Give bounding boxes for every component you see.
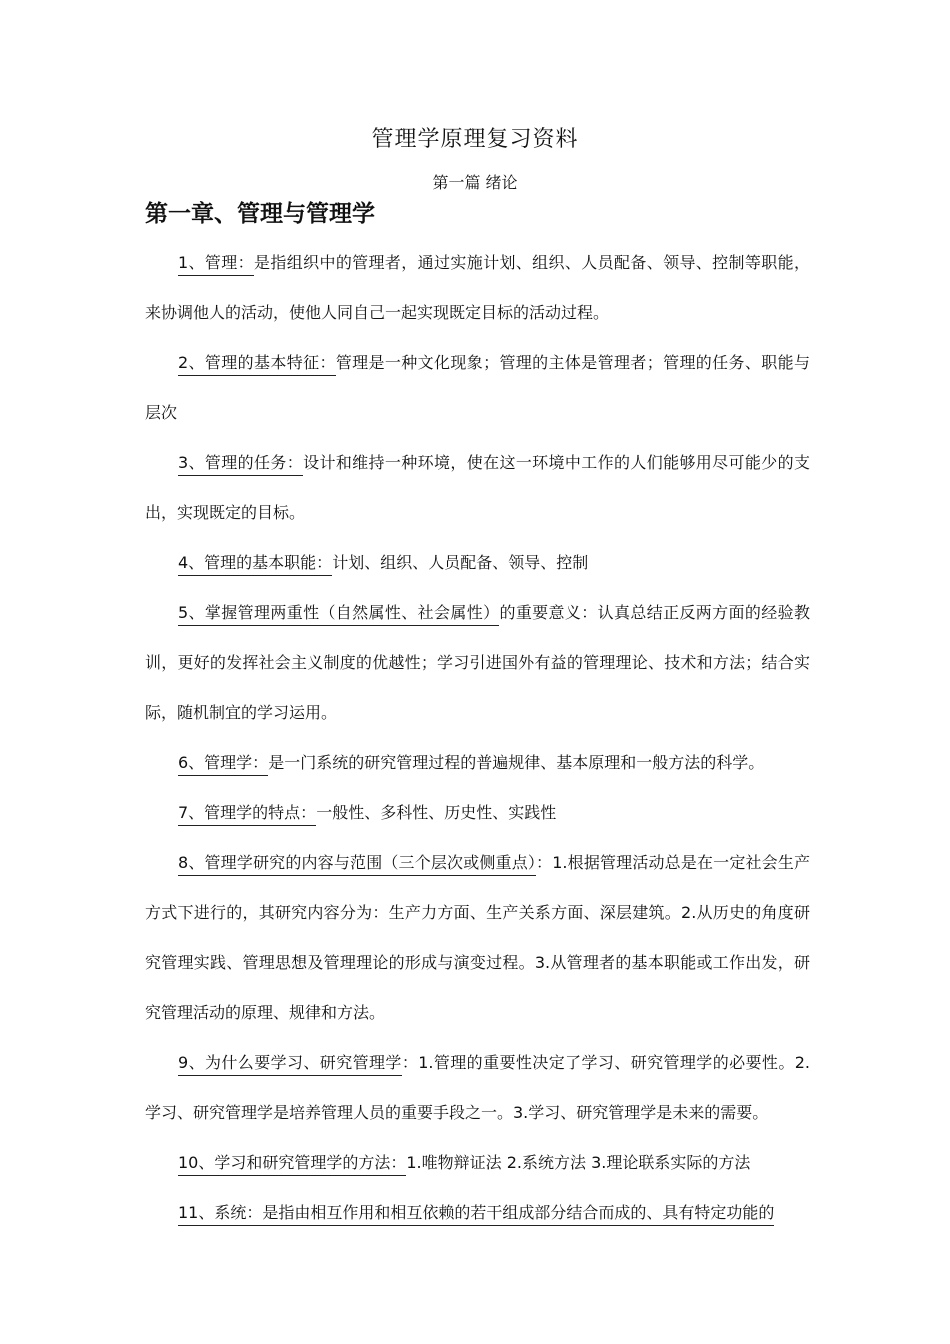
part-heading: 第一篇 绪论 bbox=[432, 173, 518, 192]
paragraph-item-5 bbox=[145, 588, 810, 738]
term-label: 6、管理学： bbox=[178, 753, 268, 776]
term-label: 1、管理： bbox=[178, 253, 254, 276]
definition-text: ：1.管理的重要性决定了学习、研究管理学的必要性。2.学习、研究管理学是培养管理人员的重要手段之一。3.学习、研究管理学是未来的需要。 bbox=[145, 1053, 810, 1122]
term-label: 2、管理的基本特征： bbox=[178, 353, 336, 376]
definition-text: 管理是一种文化现象；管理的主体是管理者；管理的任务、职能与层次 bbox=[145, 353, 810, 422]
paragraph-item-1 bbox=[145, 238, 810, 338]
term-label: 4、管理的基本职能： bbox=[178, 553, 332, 576]
definition-text: 的重要意义：认真总结正反两方面的经验教训，更好的发挥社会主义制度的优越性；学习引进国外有益的管理理论、技术和方法；结合实际，随机制宜的学习运用。 bbox=[145, 603, 810, 722]
definition-text: ：1.根据管理活动总是在一定社会生产方式下进行的，其研究内容分为：生产力方面、生产关系方面、深层建筑。2.从历史的角度研究管理实践、管理思想及管理理论的形成与演变过程。3.从管理者的基本职能或工作出发，研究管理活动的原理、规律和方法。 bbox=[145, 853, 810, 1022]
paragraph-item-8 bbox=[145, 838, 810, 1038]
document-title: 管理学原理复习资料 bbox=[371, 127, 579, 152]
definition-text: 一般性、多科性、历史性、实践性 bbox=[316, 803, 557, 822]
term-label: 10、学习和研究管理学的方法： bbox=[178, 1153, 406, 1176]
term-label: 11、系统： bbox=[178, 1203, 262, 1226]
definition-text: 计划、组织、人员配备、领导、控制 bbox=[332, 553, 589, 572]
paragraph-item-11 bbox=[145, 1188, 810, 1238]
definition-text: 是指由相互作用和相互依赖的若干组成部分结合而成的、具有特定功能的 bbox=[262, 1203, 774, 1226]
term-label: 5、掌握管理两重性（自然属性、社会属性） bbox=[178, 603, 499, 626]
definition-text: 是一门系统的研究管理过程的普遍规律、基本原理和一般方法的科学。 bbox=[268, 753, 765, 772]
term-label: 3、管理的任务： bbox=[178, 453, 303, 476]
term-label: 8、管理学研究的内容与范围（三个层次或侧重点） bbox=[178, 853, 536, 876]
paragraph-item-9 bbox=[145, 1038, 810, 1138]
paragraph-item-3 bbox=[145, 438, 810, 538]
definition-text: 设计和维持一种环境，使在这一环境中工作的人们能够用尽可能少的支出，实现既定的目标。 bbox=[145, 453, 810, 522]
paragraph-item-4 bbox=[145, 538, 810, 588]
paragraph-item-2 bbox=[145, 338, 810, 438]
definition-text: 是指组织中的管理者，通过实施计划、组织、人员配备、领导、控制等职能，来协调他人的活动，使他人同自己一起实现既定目标的活动过程。 bbox=[145, 253, 810, 322]
term-label: 7、管理学的特点： bbox=[178, 803, 316, 826]
chapter-heading: 第一章、管理与管理学 bbox=[145, 201, 375, 227]
document-body bbox=[145, 238, 810, 1238]
term-label: 9、为什么要学习、研究管理学 bbox=[178, 1053, 402, 1076]
definition-text: 1.唯物辩证法 2.系统方法 3.理论联系实际的方法 bbox=[406, 1153, 751, 1172]
paragraph-item-6 bbox=[145, 738, 810, 788]
paragraph-item-10 bbox=[145, 1138, 810, 1188]
paragraph-item-7 bbox=[145, 788, 810, 838]
